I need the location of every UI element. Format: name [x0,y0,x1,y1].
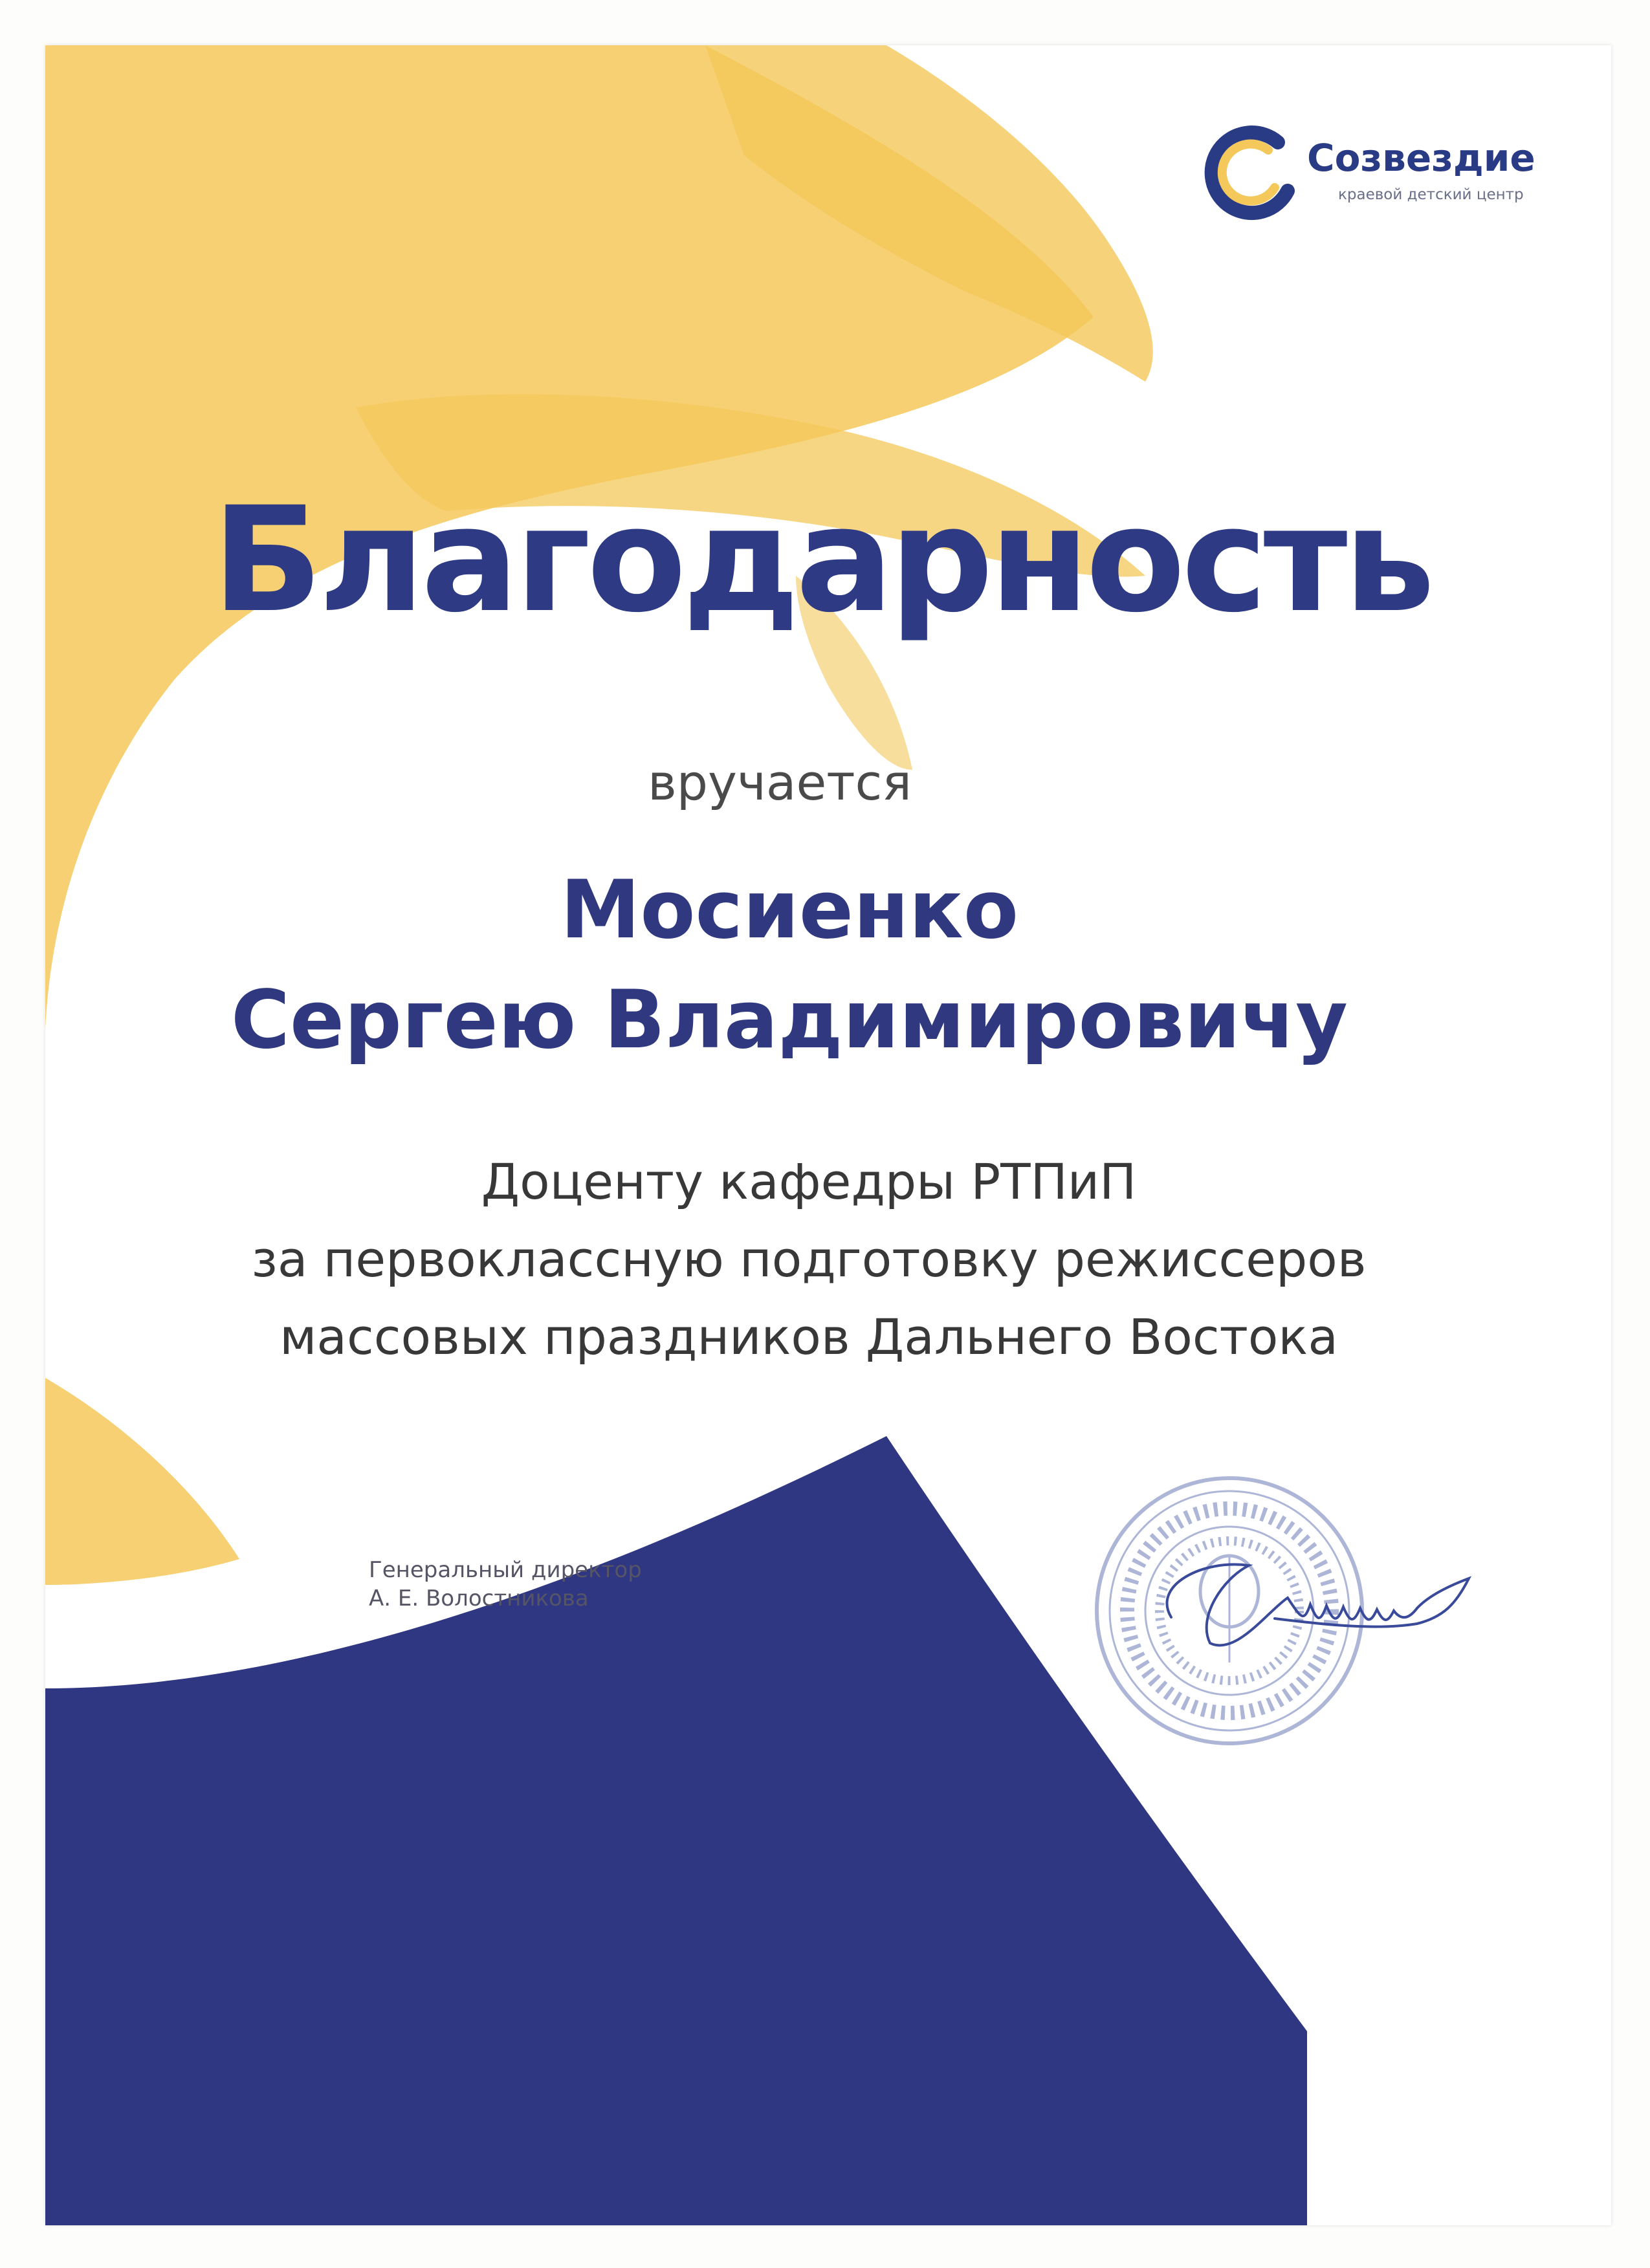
signature [1167,1564,1469,1645]
signer-position: Генеральный директор [369,1557,642,1583]
signer-block [369,1556,642,1613]
official-seal-and-signature [1055,1449,1521,1760]
signer-name: А. Е. Волостникова [369,1586,589,1611]
reason-line-3: массовых праздников Дальнего Востока [280,1308,1338,1366]
yellow-lower-wedge [45,1378,239,1585]
certificate-title: Благодарность [212,475,1432,644]
logo-icon [1197,116,1307,226]
certificate-sheet [45,45,1611,2225]
awarded-to-label: вручается [647,754,912,811]
logo [1197,116,1534,246]
reason-line-1: Доценту кафедры РТПиП [481,1153,1137,1210]
reason-line-2: за первоклассную подготовку режиссеров [251,1230,1367,1288]
recipient-surname: Мосиенко [560,864,1019,957]
background-decoration [45,45,1611,2225]
logo-name: Созвездие [1307,136,1535,180]
logo-subtitle: краевой детский центр [1338,186,1524,203]
seal-stamp [1097,1478,1362,1743]
recipient-given-names: Сергею Владимировичу [230,974,1348,1067]
